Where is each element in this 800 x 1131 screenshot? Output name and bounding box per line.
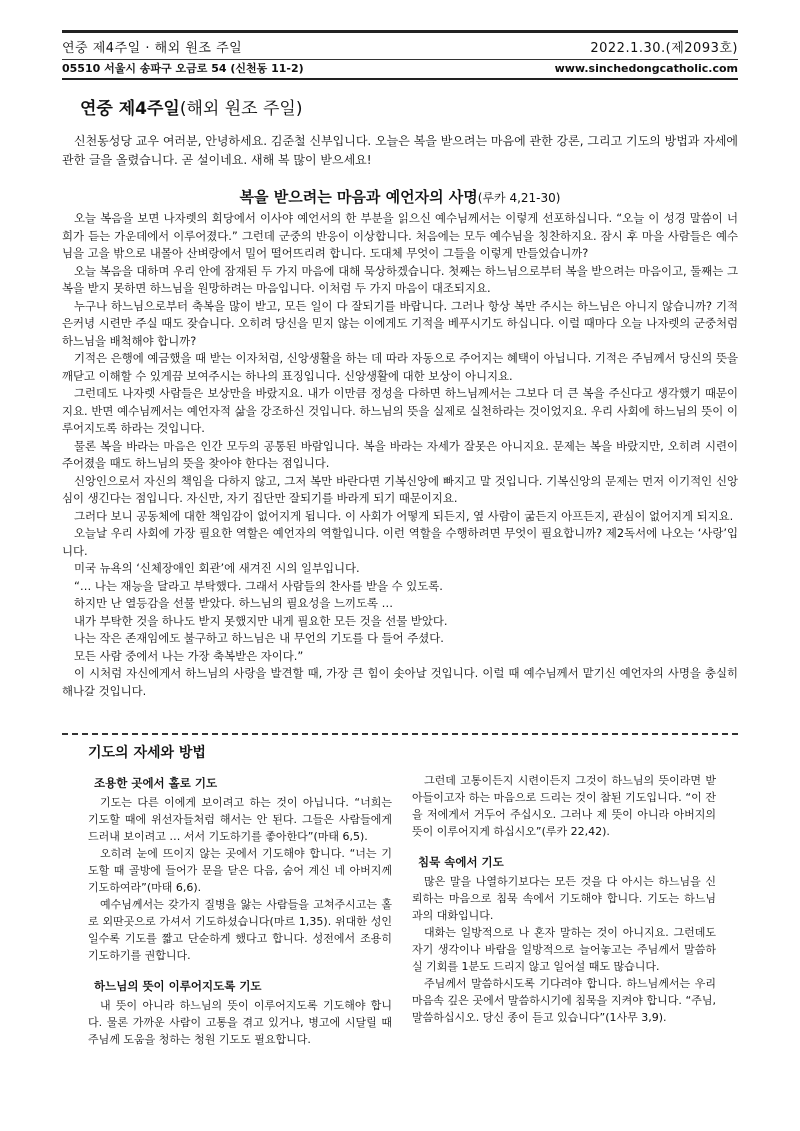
prayer-column-left: [88, 772, 392, 1048]
prayer-column-right: [412, 772, 716, 1026]
sermon-paragraph: 그런데도 나자렛 사람들은 보상만을 바랐지요. 내가 이만큼 정성을 다하면 하느님께서는 그보다 더 큰 복을 주신다고 생각했기 때문이지요. 반면 예수님께서는 예언자적 삶을 강조하신 것입니다. 하느님의 뜻을 실제로 실천하라는 것이었지요. 우리 사회에 하느님의 뜻이 이루어지도록 하라는 것입니다.: [62, 386, 738, 435]
sermon-paragraph: 그러다 보니 공동체에 대한 책임감이 없어지게 됩니다. 이 사회가 어떻게 되든지, 옆 사람이 굶든지 아프든지, 관심이 없어지게 되지요.: [74, 508, 734, 523]
section-divider: [62, 733, 738, 735]
sermon-paragraph: 오늘 복음을 보면 나자렛의 회당에서 이사야 예언서의 한 부분을 읽으신 예수님께서는 이렇게 선포하십니다. “오늘 이 성경 말씀이 너희가 듣는 가운데에서 이루어졌다.” 그런데 군중의 반응이 이상합니다. 처음에는 모두 예수님을 칭찬하지요. 잠시 후 마을 사람들은 예수님을 고을 밖으로 내몰아 산벼랑에서 밀어 떨어뜨리려 합니다. 도대체 무엇이 그들을 이렇게 만들었습니까?: [62, 211, 738, 260]
sermon-paragraph: 물론 복을 바라는 마음은 인간 모두의 공통된 바람입니다. 복을 바라는 자세가 잘못은 아니지요. 문제는 복을 바랐지만, 오히려 시련이 주어졌을 때도 하느님의 뜻을 찾아야 한다는 점입니다.: [62, 438, 738, 470]
page-title-main: 연중 제4주일: [80, 99, 180, 119]
prayer-paragraph: 많은 말을 나열하기보다는 모든 것을 다 아시는 하느님을 신뢰하는 마음으로 침묵 속에서 기도해야 합니다. 기도는 하느님과의 대화입니다.: [412, 875, 716, 922]
sermon-paragraph: 신앙인으로서 자신의 책임을 다하지 않고, 그저 복만 바란다면 기복신앙에 빠지고 말 것입니다. 기복신앙의 문제는 먼저 이기적인 신앙심이 생긴다는 점입니다. 자신만, 자기 집단만 잘되기를 바라게 되기 때문이지요.: [62, 473, 738, 505]
masthead: [62, 30, 738, 60]
parish-website[interactable]: www.sinchedongcatholic.com: [554, 61, 738, 75]
sermon-paragraph: 미국 뉴욕의 ‘신체장애인 회관’에 새겨진 시의 일부입니다.: [74, 561, 360, 575]
prayer-paragraph: 주님께서 말씀하시도록 기다려야 합니다. 하느님께서는 우리 마음속 깊은 곳에서 말씀하시기에 침묵을 지켜야 합니다. “주님, 말씀하십시오. 당신 종이 듣고 있습니다”(1사무 3,9).: [412, 977, 716, 1024]
sermon-title-text: 복을 받으려는 마음과 예언자의 사명: [239, 188, 478, 206]
issue-date: 2022.1.30.(제2093호): [590, 40, 738, 56]
intro-text: 신천동성당 교우 여러분, 안녕하세요. 김준철 신부입니다. 오늘은 복을 받으려는 마음에 관한 강론, 그리고 기도의 방법과 자세에 관한 글을 올렸습니다. 곧 설이네요. 새해 복 많이 받으세요!: [62, 134, 738, 167]
prayer-paragraph: 그런데 고통이든지 시련이든지 그것이 하느님의 뜻이라면 받아들이고자 하는 마음으로 드리는 것이 참된 기도입니다. “이 잔을 저에게서 거두어 주십시오. 그러나 제 뜻이 아니라 아버지의 뜻이 이루어지게 하십시오”(루카 22,42).: [412, 774, 716, 838]
poem-line: 모든 사람 중에서 나는 가장 축복받은 자이다.”: [74, 648, 304, 663]
prayer-subheading: 조용한 곳에서 홀로 기도: [94, 776, 218, 790]
sermon-body: [62, 210, 738, 700]
sermon-reference: (루카 4,21-30): [477, 191, 561, 205]
poem-line: “… 나는 재능을 달라고 부탁했다. 그래서 사람들의 찬사를 받을 수 있도록.: [74, 578, 443, 593]
page-title: [80, 94, 302, 119]
prayer-subheading: 침묵 속에서 기도: [418, 855, 504, 869]
prayer-paragraph: 예수님께서는 갖가지 질병을 앓는 사람들을 고쳐주시고는 홀로 외딴곳으로 가셔서 기도하셨습니다(마르 1,35). 위대한 성인일수록 기도를 짧고 단순하게 했다고 합니다. 성전에서 조용히 기도하기를 권합니다.: [88, 898, 392, 962]
prayer-subheading: 하느님의 뜻이 이루어지도록 기도: [94, 979, 262, 993]
prayer-section-title: 기도의 자세와 방법: [88, 745, 206, 761]
sermon-paragraph: 이 시처럼 자신에게서 하느님의 사랑을 발견할 때, 가장 큰 힘이 솟아날 것입니다. 이럴 때 예수님께서 맡기신 예언자의 사명을 충실히 해나갈 것입니다.: [62, 666, 738, 698]
prayer-paragraph: 오히려 눈에 뜨이지 않는 곳에서 기도해야 합니다. “너는 기도할 때 골방에 들어가 문을 닫은 다음, 숨어 계신 네 아버지께 기도하여라”(마태 6,6).: [88, 847, 392, 894]
sermon-title: [0, 186, 800, 207]
prayer-paragraph: 내 뜻이 아니라 하느님의 뜻이 이루어지도록 기도해야 합니다. 물론 가까운 사람이 고통을 겪고 있거나, 병고에 시달릴 때 주님께 도움을 청하는 청원 기도도 필요합니다.: [88, 999, 392, 1046]
parish-address: 05510 서울시 송파구 오금로 54 (신천동 11-2): [62, 62, 304, 75]
prayer-paragraph: 기도는 다른 이에게 보이려고 하는 것이 아닙니다. “너희는 기도할 때에 위선자들처럼 해서는 안 된다. 그들은 사람들에게 드러내 보이려고 … 서서 기도하기를 좋아한다”(마태 6,5).: [88, 796, 392, 843]
poem-line: 내가 부탁한 것을 하나도 받지 못했지만 내게 필요한 모든 것을 선물 받았다.: [74, 613, 448, 628]
sermon-paragraph: 오늘 복음을 대하며 우리 안에 잠재된 두 가지 마음에 대해 묵상하겠습니다. 첫째는 하느님으로부터 복을 받으려는 마음이고, 둘째는 그 복을 받지 못하면 하느님을 원망하려는 마음입니다. 이처럼 두 가지 마음이 대조되지요.: [62, 263, 738, 295]
sermon-paragraph: 기적은 은행에 예금했을 때 받는 이자처럼, 신앙생활을 하는 데 따라 자동으로 주어지는 혜택이 아닙니다. 기적은 주님께서 당신의 뜻을 깨닫고 이해할 수 있게끔 보여주시는 하나의 표징입니다. 신앙생활에 대한 보상이 아니지요.: [62, 351, 738, 383]
sermon-paragraph: 오늘날 우리 사회에 가장 필요한 역할은 예언자의 역할입니다. 이런 역할을 수행하려면 무엇이 필요합니까? 제2독서에 나오는 ‘사랑’입니다.: [62, 526, 738, 558]
prayer-paragraph: 대화는 일방적으로 나 혼자 말하는 것이 아니지요. 그런데도 자기 생각이나 바람을 일방적으로 늘어놓고는 주님께서 말씀하실 기회를 1분도 드리지 않고 일어설 때도 많습니다.: [412, 926, 716, 973]
poem-line: 나는 작은 존재임에도 불구하고 하느님은 내 무언의 기도를 다 들어 주셨다.: [74, 631, 444, 645]
issue-title: 연중 제4주일 · 해외 원조 주일: [62, 40, 243, 56]
poem-line: 하지만 난 열등감을 선물 받았다. 하느님의 필요성을 느끼도록 …: [74, 596, 394, 610]
address-bar: [62, 58, 738, 80]
page-title-sub: (해외 원조 주일): [179, 99, 303, 119]
sermon-paragraph: 누구나 하느님으로부터 축복을 많이 받고, 모든 일이 다 잘되기를 바랍니다. 그러나 항상 복만 주시는 하느님은 아니지 않습니까? 기적은커녕 시련만 주실 때도 잦습니다. 오히려 당신을 믿지 않는 이에게도 기적을 베푸시기도 하십니다. 이럴 때마다 오늘 나자렛의 군중처럼 하느님을 배척해야 합니까?: [62, 298, 738, 348]
